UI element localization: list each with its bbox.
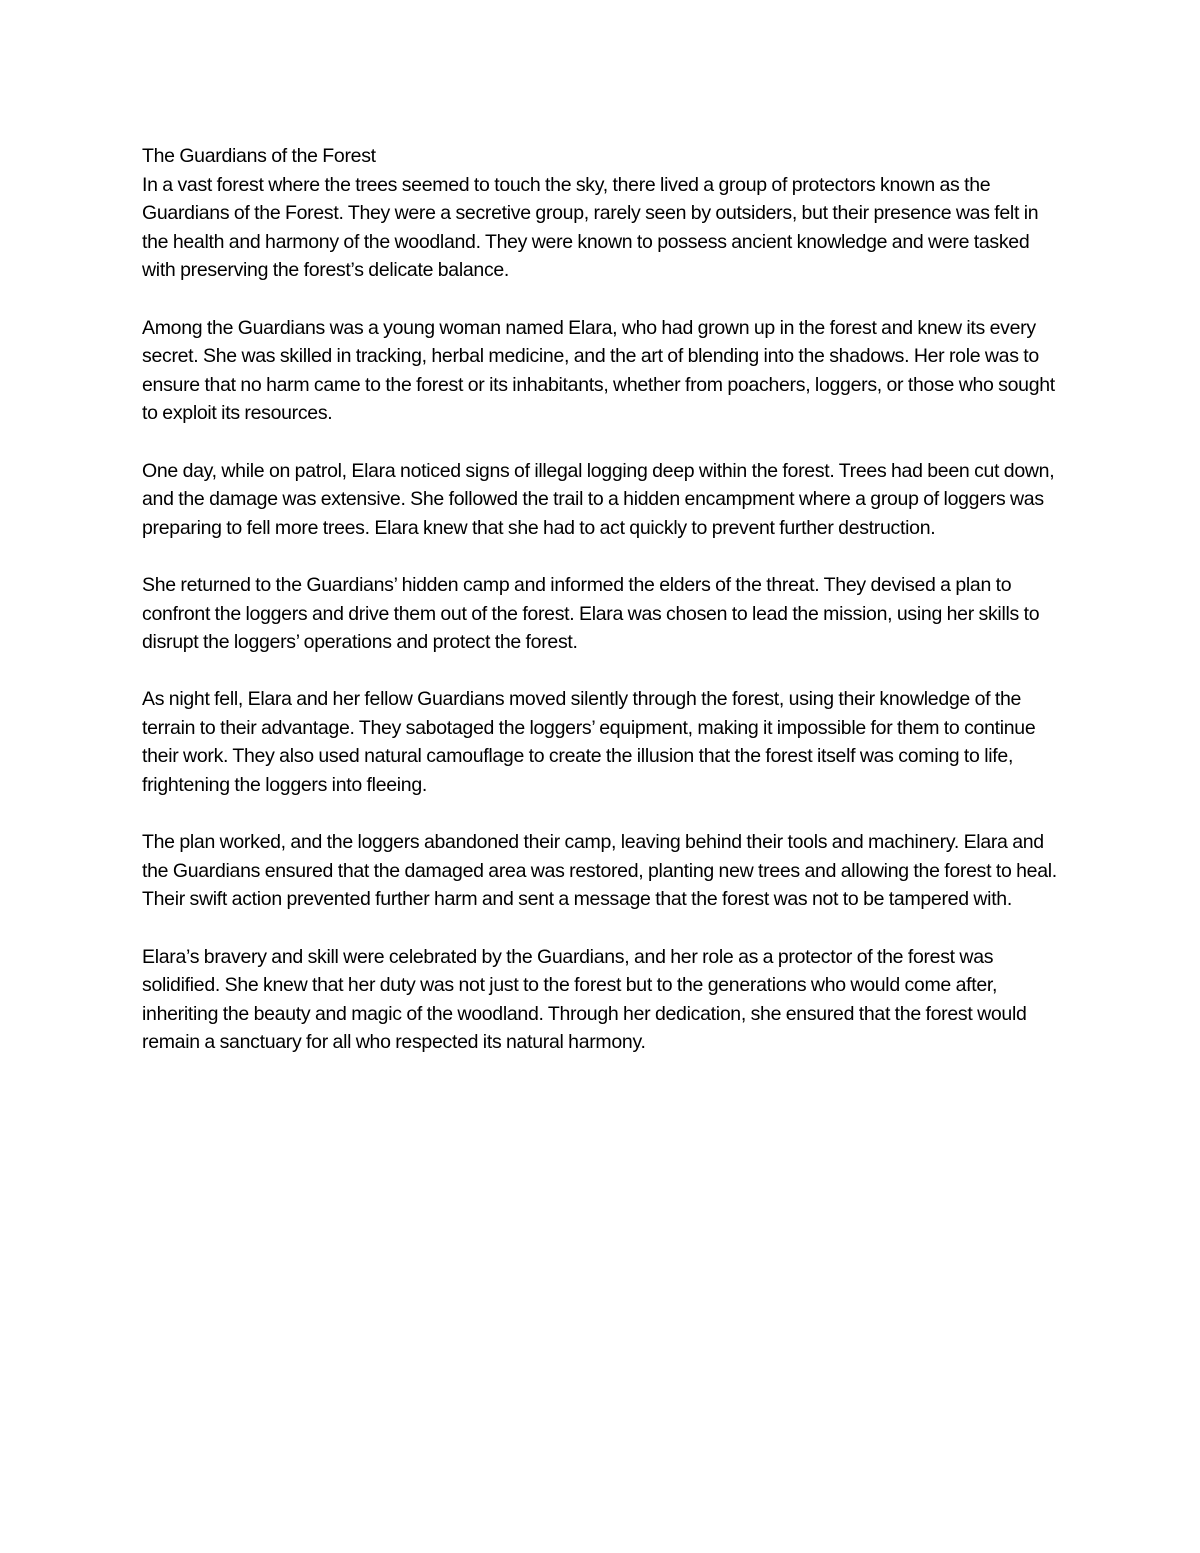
paragraph-5: As night fell, Elara and her fellow Guardians moved silently through the forest, using their knowledge of the terrain to their advantage. They sabotaged the loggers’ equipment, making it impossible for them to continue their work. They also used natural camouflage to create the illusion that the forest itself was coming to life, frightening the loggers into fleeing. bbox=[142, 688, 1036, 797]
paragraph-7: Elara’s bravery and skill were celebrated by the Guardians, and her role as a protector of the forest was solidified. She knew that her duty was not just to the forest but to the generations who would come after, inheriting the beauty and magic of the woodland. Through her dedication, she ensured that the forest would remain a sanctuary for all who respected its natural harmony. bbox=[142, 945, 1027, 1054]
document-body bbox=[142, 142, 1067, 1057]
paragraph-1: In a vast forest where the trees seemed to touch the sky, there lived a group of protectors known as the Guardians of the Forest. They were a secretive group, rarely seen by outsiders, but their presence was felt in the health and harmony of the woodland. They were known to possess ancient knowledge and were tasked with preserving the forest’s delicate balance. bbox=[142, 173, 1039, 282]
paragraph-2: Among the Guardians was a young woman named Elara, who had grown up in the forest and knew its every secret. She was skilled in tracking, herbal medicine, and the art of blending into the shadows. Her role was to ensure that no harm came to the forest or its inhabitants, whether from poachers, loggers, or those who sought to exploit its resources. bbox=[142, 316, 1055, 425]
paragraph-4: She returned to the Guardians’ hidden camp and informed the elders of the threat. They devised a plan to confront the loggers and drive them out of the forest. Elara was chosen to lead the mission, using her skills to disrupt the loggers’ operations and protect the forest. bbox=[142, 573, 1040, 654]
document-title: The Guardians of the Forest bbox=[142, 145, 376, 167]
paragraph-6: The plan worked, and the loggers abandoned their camp, leaving behind their tools and machinery. Elara and the Guardians ensured that the damaged area was restored, planting new trees and allowing the forest to heal. Their swift action prevented further harm and sent a message that the forest was not to be tampered with. bbox=[142, 831, 1057, 911]
paragraph-3: One day, while on patrol, Elara noticed signs of illegal logging deep within the forest. Trees had been cut down, and the damage was extensive. She followed the trail to a hidden encampment where a group of loggers was preparing to fell more trees. Elara knew that she had to act quickly to prevent further destruction. bbox=[142, 459, 1055, 539]
